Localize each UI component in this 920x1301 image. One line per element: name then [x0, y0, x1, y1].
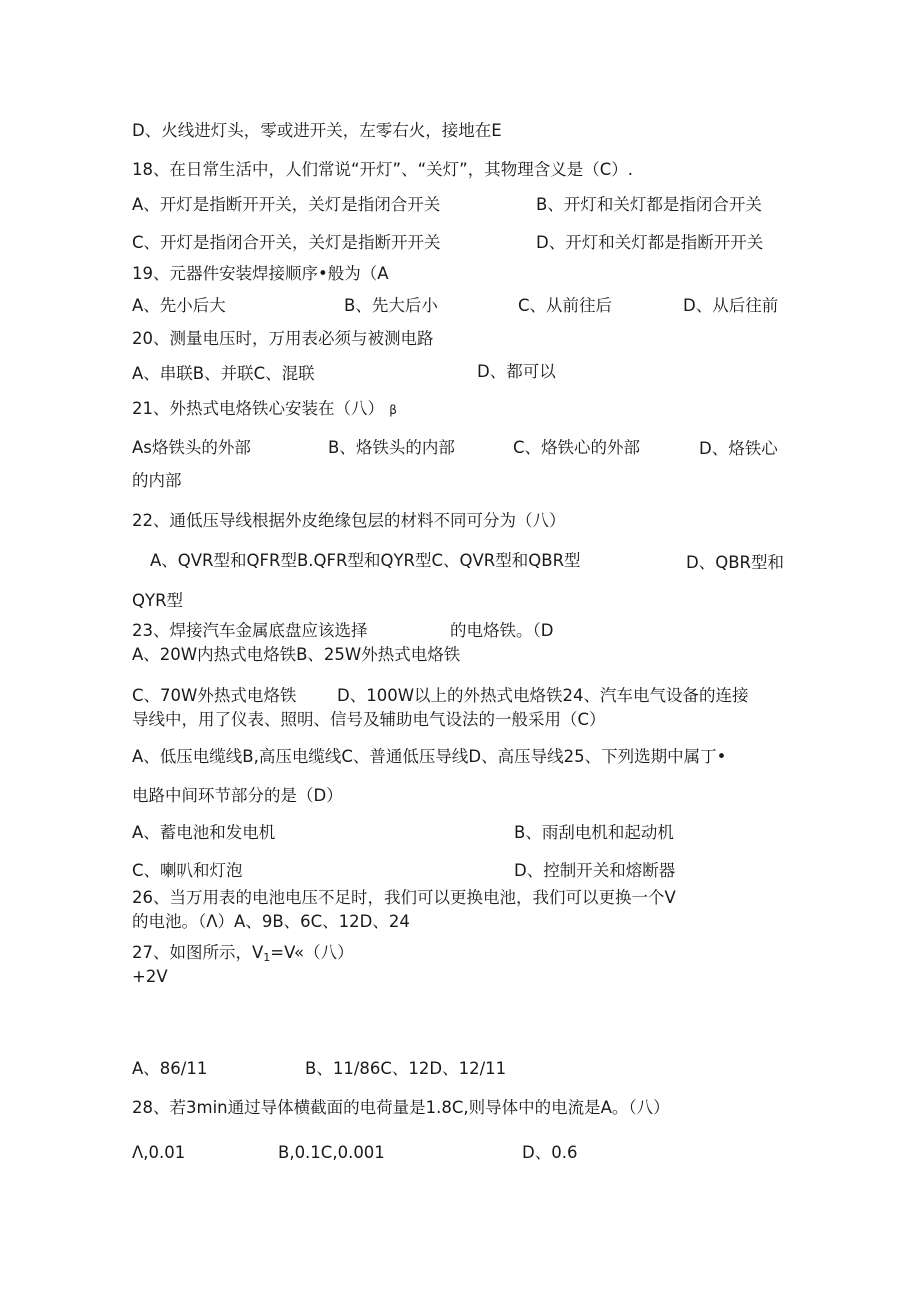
q23-options-ab: A、20W内热式电烙铁B、25W外热式电烙铁: [132, 645, 461, 664]
option-d-line: D、火线进灯头，零或进开关，左零右火，接地在E: [132, 121, 502, 140]
question-24-cont: 导线中，用了仪表、照明、信号及辅助电气设法的一般采用（C）: [132, 710, 606, 729]
question-20: 20、测量电压时，万用表必须与被测电路: [132, 329, 434, 348]
q21-option-c: C、烙铁心的外部: [513, 438, 641, 457]
q19-option-c: C、从前往后: [518, 296, 613, 315]
q21-option-d: D、烙铁心: [699, 439, 778, 458]
question-25-cont: 电路中间环节部分的是（D）: [132, 786, 343, 805]
question-19: 19、元器件安装焊接顺序•般为（A: [132, 264, 389, 283]
q25-option-c: C、喇叭和灯泡: [132, 861, 243, 880]
q19-option-d: D、从后往前: [683, 296, 779, 315]
q22-option-d: D、QBR型和: [686, 553, 784, 572]
q18-option-d: D、开灯和关灯都是指断开开关: [536, 233, 764, 252]
question-18: 18、在日常生活中，人们常说“开灯”、“关灯”，其物理含义是（C）.: [132, 160, 633, 179]
q22-options-abc: A、QVR型和QFR型B.QFR型和QYR型C、QVR型和QBR型: [150, 551, 581, 570]
q19-option-b: B、先大后小: [344, 296, 438, 315]
q28-options-bc: B,0.1C,0.001: [278, 1143, 385, 1162]
question-21-text: 21、外热式电烙铁心安装在（八）: [132, 399, 384, 418]
q27-options-bcd: B、11/86C、12D、12/11: [305, 1059, 507, 1078]
question-23: 23、焊接汽车金属底盘应该选择: [132, 621, 368, 640]
question-27-pre: 27、如图所示，V: [132, 943, 264, 962]
q18-option-b: B、开灯和关灯都是指闭合开关: [536, 195, 762, 214]
q23-option-c: C、70W外热式电烙铁: [132, 686, 297, 705]
question-21: [132, 398, 397, 421]
q22-option-d-cont: QYR型: [132, 591, 184, 610]
question-27-post: =V«（八）: [270, 943, 354, 962]
q25-option-b: B、雨刮电机和起动机: [514, 823, 674, 842]
q21-option-b: B、烙铁头的内部: [328, 438, 455, 457]
q19-option-a: A、先小后大: [132, 296, 226, 315]
q27-option-a: A、86/11: [132, 1059, 208, 1078]
question-23-end: 的电烙铁。（D: [450, 621, 554, 640]
question-27: [132, 942, 354, 969]
question-28: 28、若3min通过导体横截面的电荷量是1.8C,则导体中的电流是A。（八）: [132, 1098, 670, 1117]
q28-option-a: Λ,0.01: [132, 1143, 186, 1162]
q27-figure-label: +2V: [132, 967, 168, 986]
q23-option-d-question-24: D、100W以上的外热式电烙铁24、汽车电气设备的连接: [337, 686, 749, 705]
q18-option-c: C、开灯是指闭合开关，关灯是指断开开关: [132, 233, 441, 252]
question-27-subscript: 1: [263, 951, 271, 964]
q18-option-a: A、开灯是指断开开关，关灯是指闭合开关: [132, 195, 441, 214]
q20-option-d: D、都可以: [477, 362, 556, 381]
q25-option-d: D、控制开关和熔断器: [514, 861, 676, 880]
q24-options-question-25: A、低压电缆线B,高压电缆线C、普通低压导线D、高压导线25、下列选期中属丁•: [132, 747, 727, 766]
q28-option-d: D、0.6: [522, 1143, 578, 1162]
q21-option-a: As烙铁头的外部: [132, 438, 251, 457]
question-26-cont: 的电池。（Λ）A、9B、6C、12D、24: [132, 912, 410, 931]
q25-option-a: A、蓄电池和发电机: [132, 823, 276, 842]
question-22: 22、通低压导线根据外皮绝缘包层的材料不同可分为（八）: [132, 511, 566, 530]
question-26: 26、当万用表的电池电压不足时，我们可以更换电池，我们可以更换一个V: [132, 888, 676, 907]
question-21-mark: β: [389, 403, 397, 417]
q21-option-d-cont: 的内部: [132, 471, 182, 490]
q20-options-abc: A、串联B、并联C、混联: [132, 364, 315, 383]
